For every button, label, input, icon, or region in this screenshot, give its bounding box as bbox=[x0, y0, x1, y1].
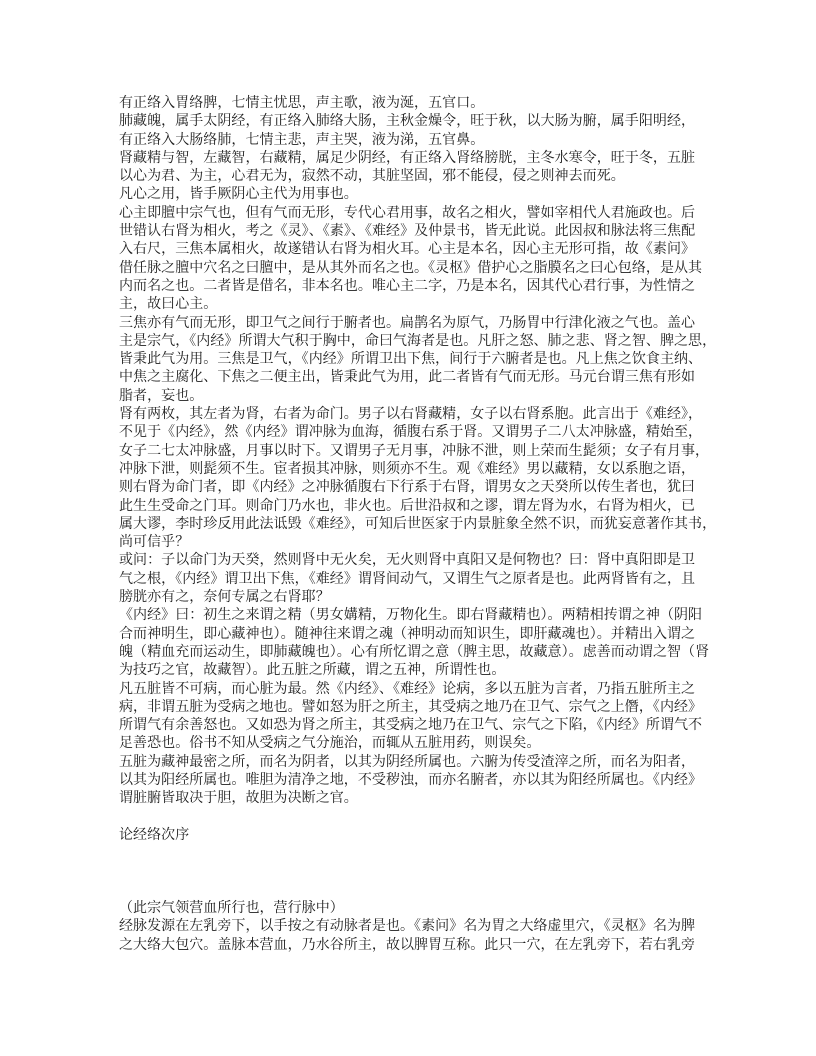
text-line: 以心为君、为主，心君无为，寂然不动，其脏坚固，邪不能侵，侵之则神去而死。 bbox=[119, 169, 625, 185]
text-line: 肺藏魄，属手太阴经，有正络入肺络大肠，主秋金燥令，旺于秋，以大肠为腑，属手阳明经， bbox=[119, 114, 696, 130]
text-line: 《内经》曰：初生之来谓之精（男女媾精，万物化生。即右肾藏精也）。两精相抟谓之神（阴阳 bbox=[119, 608, 703, 624]
text-block bbox=[119, 95, 717, 955]
blank-line bbox=[119, 845, 699, 863]
text-line: 则右肾为命门者，即《内经》之冲脉循腹右下行系于右肾，谓男女之天癸所以传生者也，犹曰 bbox=[119, 480, 696, 496]
text-line: 入右尺，三焦本属相火，故遂错认右肾为相火耳。心主是本名，因心主无形可指，故《素问》 bbox=[119, 242, 696, 258]
text-line: 魄（精血充而运动生，即肺藏魄也）。心有所忆谓之意（脾主思，故藏意）。虑善而动谓之智（肾 bbox=[119, 644, 710, 660]
text-line: 尚可信乎？ bbox=[119, 535, 190, 551]
text-line: 心主即膻中宗气也，但有气而无形，专代心君用事，故名之相火，譬如宰相代人君施政也。后 bbox=[119, 205, 696, 221]
text-line: 此生生受命之门耳。则命门乃水也，非火也。后世沿叔和之谬，谓左肾为水，右肾为相火，已 bbox=[119, 498, 696, 514]
text-line: 膀胱亦有之，奈何专属之右肾耶？ bbox=[119, 590, 330, 606]
text-line: 为技巧之官，故藏智）。此五脏之所藏，谓之五神，所谓性也。 bbox=[119, 663, 506, 679]
blank-line bbox=[119, 863, 699, 881]
text-line: 合而神明生，即心藏神也）。随神往来谓之魂（神明动而知识生，即肝藏魂也）。并精出入谓之 bbox=[119, 626, 696, 642]
text-line: 属大谬，李时珍反用此法诋毁《难经》，可知后世医家于内景脏象全然不识，而犹妄意著作其书， bbox=[119, 516, 717, 532]
text-line: 主是宗气，《内经》所谓大气积于胸中，命曰气海者是也。凡肝之怒、肺之悲、肾之智、脾之思， bbox=[119, 333, 717, 349]
text-line: 凡心之用，皆手厥阴心主代为用事也。 bbox=[119, 187, 358, 203]
text-line: 借任脉之膻中穴名之曰膻中，是从其外而名之也。《灵枢》借护心之脂膜名之曰心包络，是从其 bbox=[119, 260, 703, 276]
text-line: 五脏为藏神最密之所，而名为阴者，以其为阴经所属也。六腑为传受渣滓之所，而名为阳者， bbox=[119, 754, 696, 770]
text-line: 肾有两枚，其左者为肾，右者为命门。男子以右肾藏精，女子以右肾系胞。此言出于《难经》， bbox=[119, 407, 703, 423]
text-line: 凡五脏皆不可病，而心脏为最。然《内经》、《难经》论病，多以五脏为言者，乃指五脏所主之 bbox=[119, 681, 696, 697]
text-line: 或问：子以命门为天癸，然则肾中无火矣，无火则肾中真阳又是何物也？曰：肾中真阳即是卫 bbox=[119, 553, 696, 569]
text-line: 谓脏腑皆取决于胆，故胆为决断之官。 bbox=[119, 791, 358, 807]
text-line: 经脉发源在左乳旁下，以手按之有动脉者是也。《素问》名为胃之大络虚里穴，《灵枢》名为脾 bbox=[119, 919, 696, 935]
section-heading: 论经络次序 bbox=[119, 827, 190, 843]
text-line: 不见于《内经》，然《内经》谓冲脉为血海，循腹右系于肾。又谓男子二八太冲脉盛，精始至， bbox=[119, 425, 703, 441]
text-line: 病，非谓五脏为受病之地也。譬如怒为肝之所主，其受病之地乃在卫气、宗气之上僭，《内经》 bbox=[119, 699, 703, 715]
text-line: 脂者，妄也。 bbox=[119, 388, 204, 404]
text-line: 气之根，《内经》谓卫出下焦，《难经》谓肾间动气，又谓生气之原者是也。此两肾皆有之，且 bbox=[119, 571, 696, 587]
text-line: 肾藏精与智，左藏智，右藏精，属足少阴经，有正络入肾络膀胱，主冬水寒令，旺于冬，五脏 bbox=[119, 150, 696, 166]
text-line: 有正络入大肠络肺，七情主悲，声主哭，液为涕，五官鼻。 bbox=[119, 132, 485, 148]
text-line: 有正络入胃络脾，七情主忧思，声主歌，液为涎，五官口。 bbox=[119, 96, 485, 111]
text-line: 足善恐也。俗书不知从受病之气分施治，而辄从五脏用药，则误矣。 bbox=[119, 736, 541, 752]
text-line: 内而名之也。二者皆是借名，非本名也。唯心主二字，乃是本名，因其代心君行事，为性情之 bbox=[119, 278, 696, 294]
text-line: （此宗气领营血所行也，营行脉中） bbox=[119, 901, 344, 917]
text-line: 主，故曰心主。 bbox=[119, 297, 218, 313]
text-line: 三焦亦有气而无形，即卫气之间行于腑者也。扁鹊名为原气，乃肠胃中行津化液之气也。盖心 bbox=[119, 315, 696, 331]
blank-line bbox=[119, 882, 699, 900]
text-line: 女子二七太冲脉盛，月事以时下。又谓男子无月事，冲脉不泄，则上荣而生髭须；女子有月事， bbox=[119, 443, 710, 459]
text-line: 以其为阳经所属也。唯胆为清净之地，不受秽浊，而亦名腑者，亦以其为阳经所属也。《内经》 bbox=[119, 772, 703, 788]
blank-line bbox=[119, 809, 699, 827]
text-line: 所谓气有余善怒也。又如恐为肾之所主，其受病之地乃在卫气、宗气之下陷，《内经》所谓气不 bbox=[119, 718, 703, 734]
text-line: 之大络大包穴。盖脉本营血，乃水谷所主，故以脾胃互称。此只一穴，在左乳旁下，若右乳旁 bbox=[119, 937, 696, 953]
text-line: 世错认右肾为相火，考之《灵》、《素》、《难经》及仲景书，皆无此说。此因叔和脉法将三焦配 bbox=[119, 224, 696, 240]
text-line: 中焦之主腐化、下焦之二便主出，皆秉此气为用，此二者皆有气而无形。马元台谓三焦有形如 bbox=[119, 370, 696, 386]
text-line: 冲脉下泄，则髭须不生。宦者损其冲脉，则须亦不生。观《难经》男以藏精，女以系胞之语， bbox=[119, 461, 696, 477]
text-line: 皆秉此气为用。三焦是卫气，《内经》所谓卫出下焦，间行于六腑者是也。凡上焦之饮食主纳、 bbox=[119, 352, 703, 368]
